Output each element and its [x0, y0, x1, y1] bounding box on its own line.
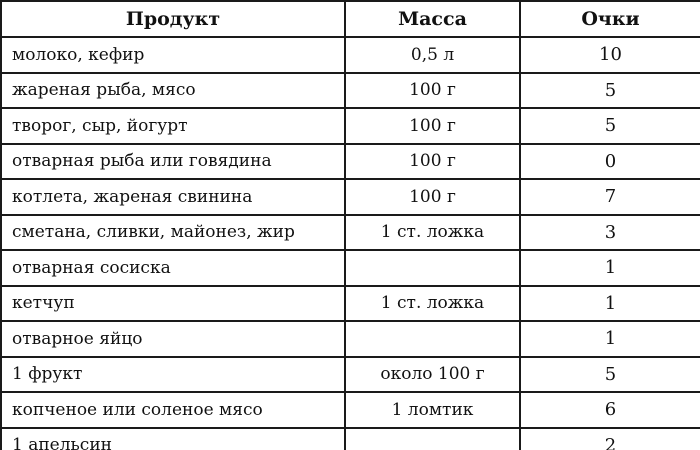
cell-points: 5 [520, 108, 700, 144]
cell-mass: 100 г [345, 179, 520, 215]
cell-mass [345, 250, 520, 286]
cell-mass: 1 ст. ложка [345, 286, 520, 322]
table-row [1, 179, 700, 215]
cell-mass: 100 г [345, 73, 520, 109]
cell-points: 3 [520, 215, 700, 251]
header-product: Продукт [1, 1, 345, 37]
cell-product: кетчуп [1, 286, 345, 322]
header-points: Очки [520, 1, 700, 37]
cell-mass: 100 г [345, 144, 520, 180]
cell-product: творог, сыр, йогурт [1, 108, 345, 144]
cell-mass: 0,5 л [345, 37, 520, 73]
cell-mass [345, 428, 520, 450]
cell-mass [345, 321, 520, 357]
table-row [1, 357, 700, 393]
cell-points: 1 [520, 286, 700, 322]
cell-product: сметана, сливки, майонез, жир [1, 215, 345, 251]
cell-product: отварная рыба или говядина [1, 144, 345, 180]
cell-points: 1 [520, 321, 700, 357]
table-row [1, 250, 700, 286]
table-row [1, 108, 700, 144]
cell-points: 2 [520, 428, 700, 450]
table-row [1, 428, 700, 450]
cell-points: 5 [520, 73, 700, 109]
table-row [1, 321, 700, 357]
cell-points: 7 [520, 179, 700, 215]
cell-product: отварное яйцо [1, 321, 345, 357]
cell-points: 5 [520, 357, 700, 393]
cell-mass: около 100 г [345, 357, 520, 393]
cell-mass: 1 ст. ложка [345, 215, 520, 251]
table-row [1, 37, 700, 73]
cell-product: отварная сосиска [1, 250, 345, 286]
cell-mass: 1 ломтик [345, 392, 520, 428]
cell-product: 1 апельсин [1, 428, 345, 450]
cell-product: 1 фрукт [1, 357, 345, 393]
cell-points: 1 [520, 250, 700, 286]
table-row [1, 144, 700, 180]
table-header-row [1, 1, 700, 37]
table-row [1, 392, 700, 428]
table-row [1, 215, 700, 251]
cell-mass: 100 г [345, 108, 520, 144]
table-row [1, 286, 700, 322]
cell-product: котлета, жареная свинина [1, 179, 345, 215]
header-mass: Масса [345, 1, 520, 37]
table-row [1, 73, 700, 109]
cell-product: копченое или соленое мясо [1, 392, 345, 428]
cell-product: жареная рыба, мясо [1, 73, 345, 109]
cell-points: 0 [520, 144, 700, 180]
cell-points: 6 [520, 392, 700, 428]
cell-points: 10 [520, 37, 700, 73]
cell-product: молоко, кефир [1, 37, 345, 73]
